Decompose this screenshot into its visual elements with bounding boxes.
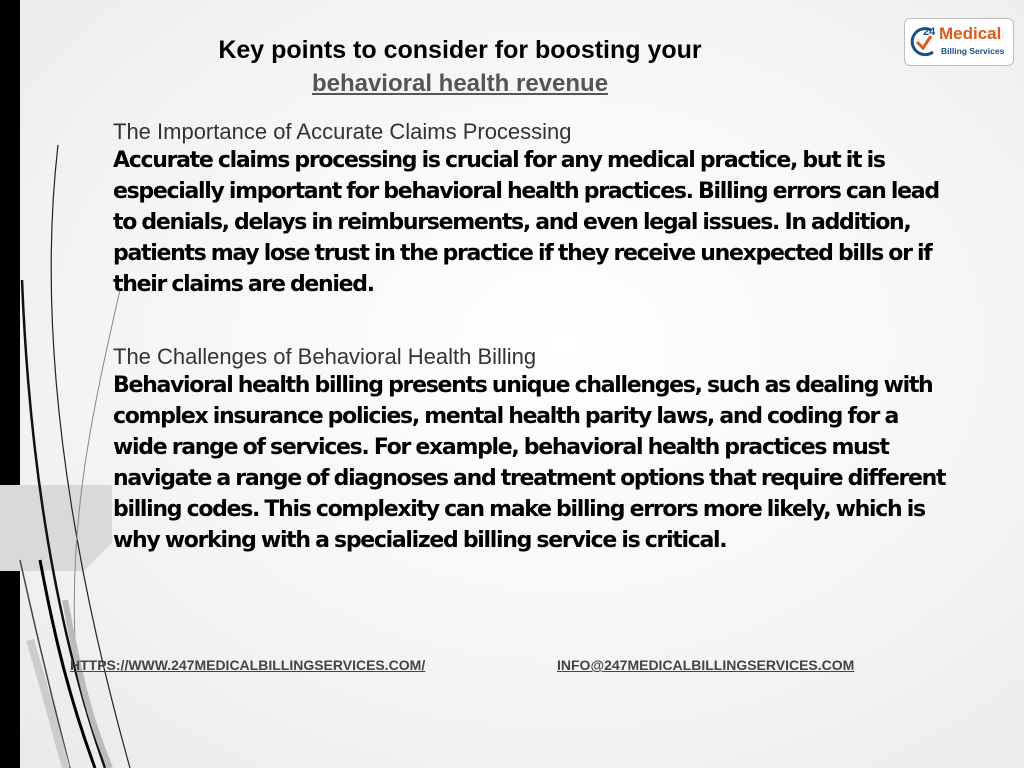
- logo-tagline: Billing Services: [941, 46, 1005, 56]
- page-title: Key points to consider for boosting your: [218, 36, 702, 64]
- slide-header: [160, 34, 760, 100]
- logo-number: 24: [923, 26, 936, 38]
- slide-content: [113, 118, 953, 556]
- left-decor-bar: [0, 0, 20, 768]
- website-link[interactable]: HTTPS://WWW.247MEDICALBILLINGSERVICES.COM/: [70, 657, 426, 673]
- company-logo: [904, 18, 1014, 66]
- section-body-challenges: Behavioral health billing presents unique challenges, such as dealing with complex insurance policies, mental health parity laws, and coding for a wide range of services. For example, behavioral health practices must navigate a range of diagnoses and treatment options that require different billing codes. This complexity can make billing errors more likely, which is why working with a specialized billing service is critical.: [113, 373, 946, 553]
- section-spacer: [113, 300, 953, 343]
- section-body-claims: Accurate claims processing is crucial for any medical practice, but it is especially important for behavioral health practices. Billing errors can lead to denials, delays in reimbursements, and even legal issues. In addition, patients may lose trust in the practice if they receive unexpected bills or if their claims are denied.: [113, 148, 939, 297]
- logo-name: Medical: [939, 24, 1002, 43]
- page-subtitle-link[interactable]: behavioral health revenue: [311, 70, 609, 97]
- email-link[interactable]: INFO@247MEDICALBILLINGSERVICES.COM: [557, 657, 855, 673]
- section-title-challenges: The Challenges of Behavioral Health Billing: [113, 344, 537, 369]
- left-decor-tab: [0, 485, 112, 571]
- section-title-claims: The Importance of Accurate Claims Processing: [113, 119, 572, 144]
